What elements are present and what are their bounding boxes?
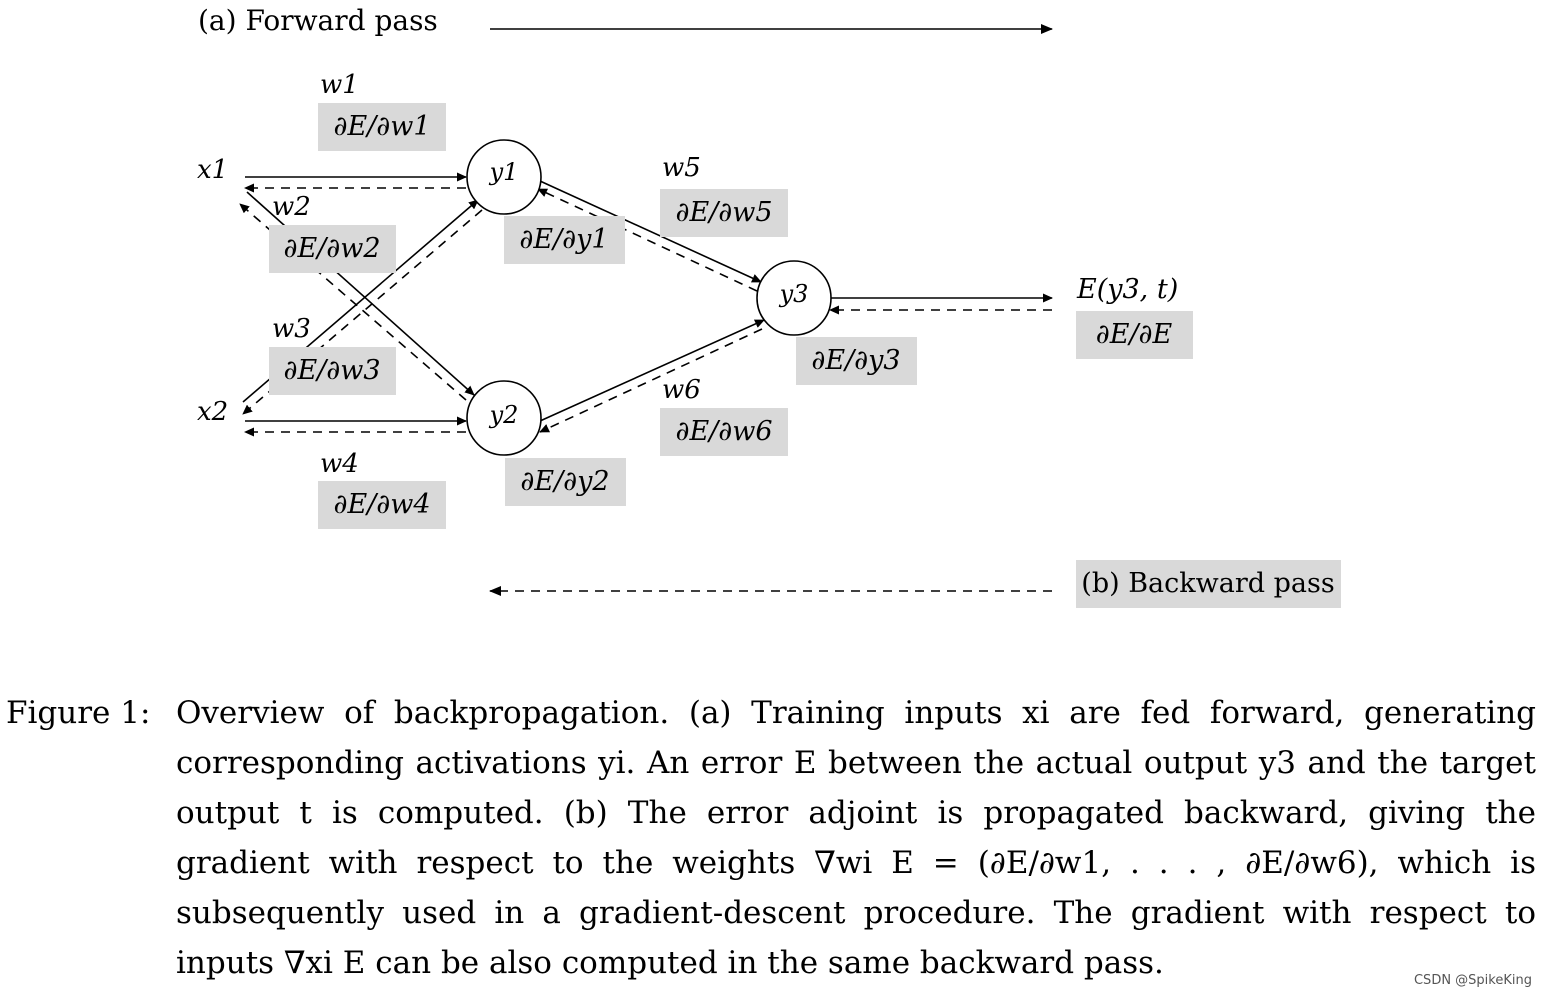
weight-w3-label: w3 [272, 314, 311, 344]
grad-dw2-label: ∂E/∂w2 [283, 233, 381, 264]
caption-label: Figure 1: [6, 695, 151, 731]
node-y1-label: y1 [489, 158, 519, 186]
weight-w4-label: w4 [320, 449, 359, 479]
weight-w5-label: w5 [662, 153, 701, 183]
grad-dE-label: ∂E/∂E [1095, 319, 1173, 350]
edge-y2-y3 [540, 320, 764, 421]
output-label: E(y3, t) [1077, 274, 1179, 305]
node-y2-label: y2 [489, 401, 519, 429]
input-x1-label: x1 [197, 155, 229, 185]
grad-dw5-label: ∂E/∂w5 [675, 197, 773, 228]
backward-pass-label: (b) Backward pass [1081, 568, 1335, 599]
input-x2-label: x2 [197, 397, 229, 427]
grad-dw4-label: ∂E/∂w4 [333, 489, 431, 520]
grad-dy1-label: ∂E/∂y1 [519, 224, 609, 255]
weight-w6-label: w6 [662, 375, 701, 405]
node-y3-label: y3 [779, 280, 809, 308]
forward-pass-label: (a) Forward pass [198, 4, 438, 37]
weight-w2-label: w2 [272, 192, 311, 222]
weight-w1-label: w1 [320, 70, 359, 100]
grad-dw6-label: ∂E/∂w6 [675, 416, 773, 447]
watermark: CSDN @SpikeKing [1413, 973, 1532, 988]
grad-dw3-label: ∂E/∂w3 [283, 355, 381, 386]
grad-dy3-label: ∂E/∂y3 [811, 345, 901, 376]
grad-dw1-label: ∂E/∂w1 [333, 111, 431, 142]
caption-text: Overview of backpropagation. (a) Training inputs xi are fed forward, generating corresponding activations yi. An error E between the actual output y3 and the target output t is computed. (b) The error adjoint is propagated backward, giving the gradient with respect to the weights ∇wi E = (∂E/∂w1, . . . , ∂E/∂w6), which is subsequently used in a gradient-descent procedure. The gradient with respect to inputs ∇xi E can be also computed in the same backward pass. [176, 695, 1536, 981]
grad-dy2-label: ∂E/∂y2 [520, 466, 610, 497]
